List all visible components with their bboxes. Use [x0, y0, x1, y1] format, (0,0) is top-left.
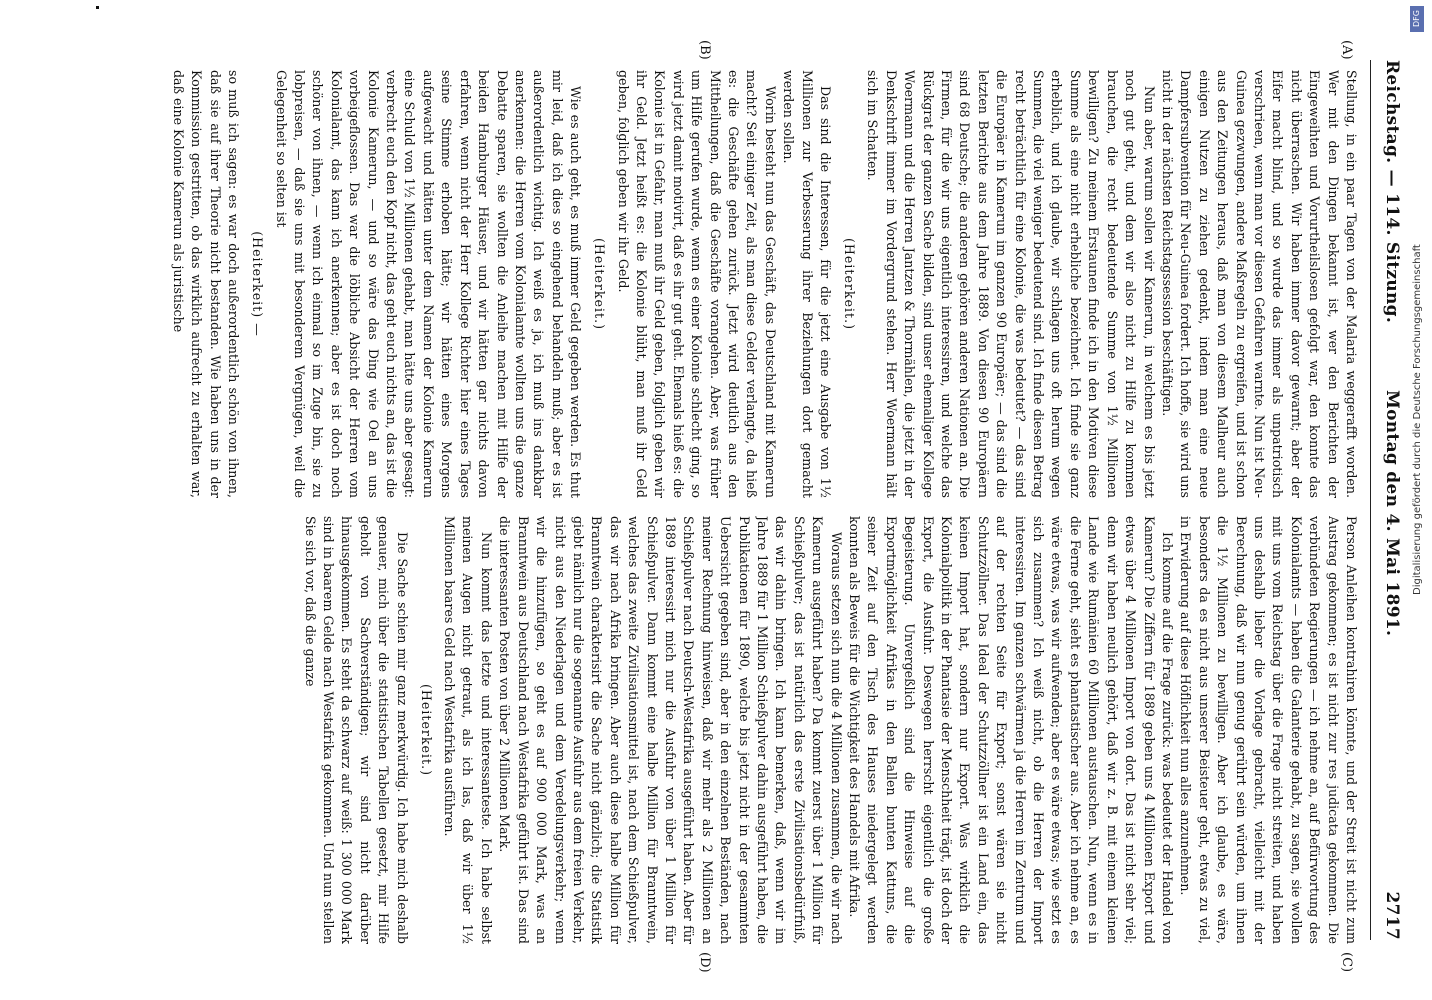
left-paragraph-3: Das sind die Interessen, für die jetzt eine Ausgabe von 1½ Millionen zur Verbesserung ihrer Beziehungen dort gemacht werden sollen.: [781, 70, 834, 498]
margin-mark-a: (A): [1339, 40, 1354, 60]
margin-mark-c: (C): [1339, 952, 1354, 973]
right-paragraph-3: Woraus setzen sich nun die 4 Millionen zusammen, die wir nach Kamerun ausgeführt haben? Da kommt zuerst über 1 Million für Schießpulver; das ist natürlich das erste Zivilisationsbedürfniß, das wir dahin bringen. Ich kann bemerken, daß, wenn wir im Jahre 1889 für 1 Million Schießpulver dahin ausgeführt haben, die Publikationen für 1890, welche bis jetzt nicht in der gesammten Uebersicht gegeben sind, aber in den einzelnen Beständen, nach meiner Rechnung hinweisen, daß wir mehr als 2 Millionen an Schießpulver nach Deutsch-Westafrika ausgeführt haben. Aber für 1889 interessirt mich nur die Ausfuhr von über 1 Million für Schießpulver. Dann kommt eine halbe Million für Branntwein, welches das zweite Zivilisationsmittel ist, nach dem Schießpulver, das wir nach Afrika bringen. Aber auch diese halbe Million für Branntwein charakterisirt die Sache nicht gänzlich; die Statistik giebt nämlich nur die sogenannte Ausfuhr aus dem freien Verkehr, nicht aus den Niederlagen und dem Veredelungsverkehr; wenn wir die hinzufügen, so geht es auf 900 000 Mark, was an Branntwein aus Deutschland nach Westafrika geführt ist. Das sind die interessanten Posten von über 2 Millionen Mark.: [497, 516, 844, 944]
left-paragraph-1: Stellung, in ein paar Tagen von der Malaria weggerafft worden. Wer mit den Dingen bekannt ist, wer den Berichten der Eingeweihten und Vorurtheilslosen gefolgt war, den konnte das nicht überraschen. Wir haben immer davor gewarnt; aber der Eifer macht blind, und so wurde das immer als unpatriotisch verschrieen, wenn man vor diesen Gefahren warnte. Nun ist Neu-Guinea gezwungen, andere Maßregeln zu ergreifen, und ist schon aus den Zeitungen heraus, daß man von diesem Malheur auch einigen Nutzen zu ziehen gedenkt, indem man eine neue Dampfersubvention für Neu-Guinea fordert. Ich hoffe, sie wird uns nicht in der nächsten Reichstagssession beschäftigen.: [1159, 70, 1359, 498]
left-heiterkeit-2: (Heiterkeit.): [592, 238, 608, 330]
left-heiterkeit-1: (Heiterkeit.): [842, 238, 858, 330]
left-paragraph-5: Wie es auch geht, es muß immer Geld gegeben werden. Es thut mir leid, daß ich dies so eingehend behandeln muß; aber es ist außerordentlich wichtig. Ich weiß es ja, ich muß ins dankbar anerkennen: die Herren vom Kolonialamte wollten uns die ganze Debatte sparen, sie wollten die Anleihe machen mit Hilfe der beiden Hamburger Häuser, und wir hätten gar nichts davon erfahren, wenn nicht der Herr Kollege Richter hier eines Tages seine Stimme erhoben hätte; wir hätten eines Morgens aufgewacht und hätten unter dem Namen der Kolonie Kamerun eine Schuld von 1½ Millionen gehabt, man hätte uns aber gesagt: verbrecht euch den Kopf nicht, das geht euch nichts an, das ist die Kolonie Kamerun, — und so wäre das Ding wie Oel an uns vorbeigeflossen. Das war die löbliche Absicht der Herren vom Kolonialamt, das kann ich anerkennen; aber es ist doch noch schöner von ihnen, — wenn ich einmal so im Zuge bin, sie zu lobpreisen, — daß sie uns mit besonderem Vergnügen, weil die Gelegenheit so selten ist: [273, 70, 584, 498]
right-paragraph-2: Ich komme auf die Frage zurück: was bedeutet der Handel von Kamerun? Die Ziffern für 1889 geben uns 4 Millionen Export und etwas über 4 Millionen Import von dort. Das ist nicht sehr viel; denn wir haben neulich gehört, daß wir z. B. mit einem kleinen Lande wie Rumänien 60 Millionen austauschen. Nun, wenn es in die Ferne geht, sieht es phantastischer aus. Aber ich nehme an, es wäre etwas, was wir aufwenden; aber es wäre etwas; wie setzt es sich zusammen? Ich weiß nicht, ob die Herren der Import interessiren. Im ganzen schwärmen ja die Herren im Zentrum und auf der rechten Seite für Export; sonst wären sie nicht Schutzzöllner. Das Ideal der Schutzzöllner ist ein Land ein, das keinen Import hat, sondern nur Export. Was wirklich die Kolonialpolitik in der Phantasie der Menschheit trägt, ist doch der Export, die Ausfuhr. Deswegen herrscht eigentlich die große Begeisterung. Unvergeßlich sind die Hinweise auf die Exportmöglichkeit Afrikas in den Ballen bunten Kattuns, die seiner Zeit auf den Tisch des Hauses niedergelegt werden konnten als Beweis für die Wichtigkeit des Handels mit Afrika.: [847, 516, 1175, 944]
right-paragraph-4: Nun kommt das letzte und interessanteste. Ich habe selbst meinen Augen nicht getraut, als ich las, daß wir über 1½ Millionen baares Geld nach Westafrika ausführen.: [442, 516, 494, 944]
header-date: Montag den 4. Mai 1891.: [1382, 390, 1402, 637]
page-number: 2717: [1382, 891, 1402, 940]
page-header: [1370, 60, 1410, 940]
left-paragraph-6: so muß ich sagen: es war doch außerordentlich schön von ihnen, daß sie auf ihrer Theorie nicht bestanden. Wie haben uns in der Kommission gestritten, ob das wirklich aufrecht zu erhalten war, daß eine Kolonie Kamerun als juristische: [171, 70, 242, 498]
digitization-credit: Digitalisierung gefördert durch die Deutsche Forschungsgemeinschaft: [1412, 244, 1423, 595]
right-paragraph-5: Die Sache schien mir ganz merkwürdig. Ich habe mich deshalb genauer, mich über die statistischen Tabellen gesetzt, mir Hilfe geholt von Sachverständigen; wir sind nicht darüber hinausgekommen. Es steht da schwarz auf weiß: 1 300 000 Mark sind in baarem Gelde nach Westafrika gekommen. Und nun stellen Sie sich vor, daß die ganze: [302, 516, 410, 944]
left-paragraph-2: Nun aber, warum sollen wir Kamerun, in welchem es bis jetzt noch gut geht, und dem wir also nicht zu Hilfe zu kommen brauchen, die recht bedeutende Summe von 1½ Millionen bewilligen? Zu meinem Erstaunen finde ich in den Motiven diese Summe als eine nicht erhebliche bezeichnet. Ich finde sie ganz erheblich, und ich glaube, wir schlagen uns oft herum wegen Summen, die viel weniger bedeutend sind. Ich finde diesen Betrag recht beträchtlich für eine Kolonie, die was bedeutet? — das sind die Europäer in Kamerun im ganzen 90 Europäer; — das sind die letzten Berichte aus dem Jahre 1889. Von diesen 90 Europäern sind 68 Deutsche; die anderen gehören anderen Nationen an. Die Firmen, für die wir uns eigentlich interessiren, und welche das Rückgrat der ganzen Sache bilden, sind unser ehemaliger Kollege Woermann und die Herren Jantzen & Thormählen, die jetzt in der Denkschrift immer im Vordergrund stehen. Herr Woermann hält sich im Schatten.: [865, 70, 1157, 498]
left-heiterkeit-3: (Heiterkeit) —: [250, 231, 266, 337]
left-column: [70, 70, 1360, 498]
right-heiterkeit: (Heiterkeit.): [418, 684, 434, 776]
left-paragraph-4: Worin besteht nun das Geschäft, das Deutschland mit Kamerun macht? Seit einiger Zeit, als man diese Gelder verlangte, da hieß es: die Geschäfte gehen zurück. Jetzt wird deutlich aus den Mittheilungen, daß die Geschäfte vorangehen. Aber, was früher um Hilfe gerufen wurde, wenn es einer Kolonie schlecht ging, so wird jetzt damit motivirt, daß es ihr gut geht. Ehemals hieß es: die Kolonie ist in Gefahr, man muß ihr Geld geben, folglich geben wir ihr Geld. Jetzt heißt es: die Kolonie blüht, man muß ihr Geld geben, folglich geben wir ihr Geld.: [615, 70, 778, 498]
header-session: Reichstag. — 114. Sitzung.: [1382, 60, 1402, 324]
right-column: [70, 516, 1360, 944]
right-paragraph-1: Person Anleihen kontrahiren könnte, und der Streit ist nicht zum Austrag gekommen; es ist nicht zur res judicata gekommen. Die verbündeten Regierungen — ich nehme an, auf Befürwortung des Kolonialamts — haben die Galanterie gehabt, zu sagen, sie wollen mit uns vom Reichstag über die Frage nicht streiten, und haben uns deshalb lieber die Vorlage gebracht, vielleicht mit der Berechnung, daß wir nun genug gerührt sein würden, um ihnen die 1½ Millionen zu bewilligen. Aber ich glaube, es wäre, besonders da es nicht aus unserer Beisteuer geht, etwas zu viel, in Erwiderung auf diese Höflichkeit nun alles anzunehmen.: [1178, 516, 1359, 944]
dfg-logo-icon: DFG: [1410, 6, 1424, 32]
margin-mark-d: (D): [697, 952, 712, 973]
margin-mark-b: (B): [697, 40, 712, 60]
header-rule: [1370, 60, 1371, 940]
